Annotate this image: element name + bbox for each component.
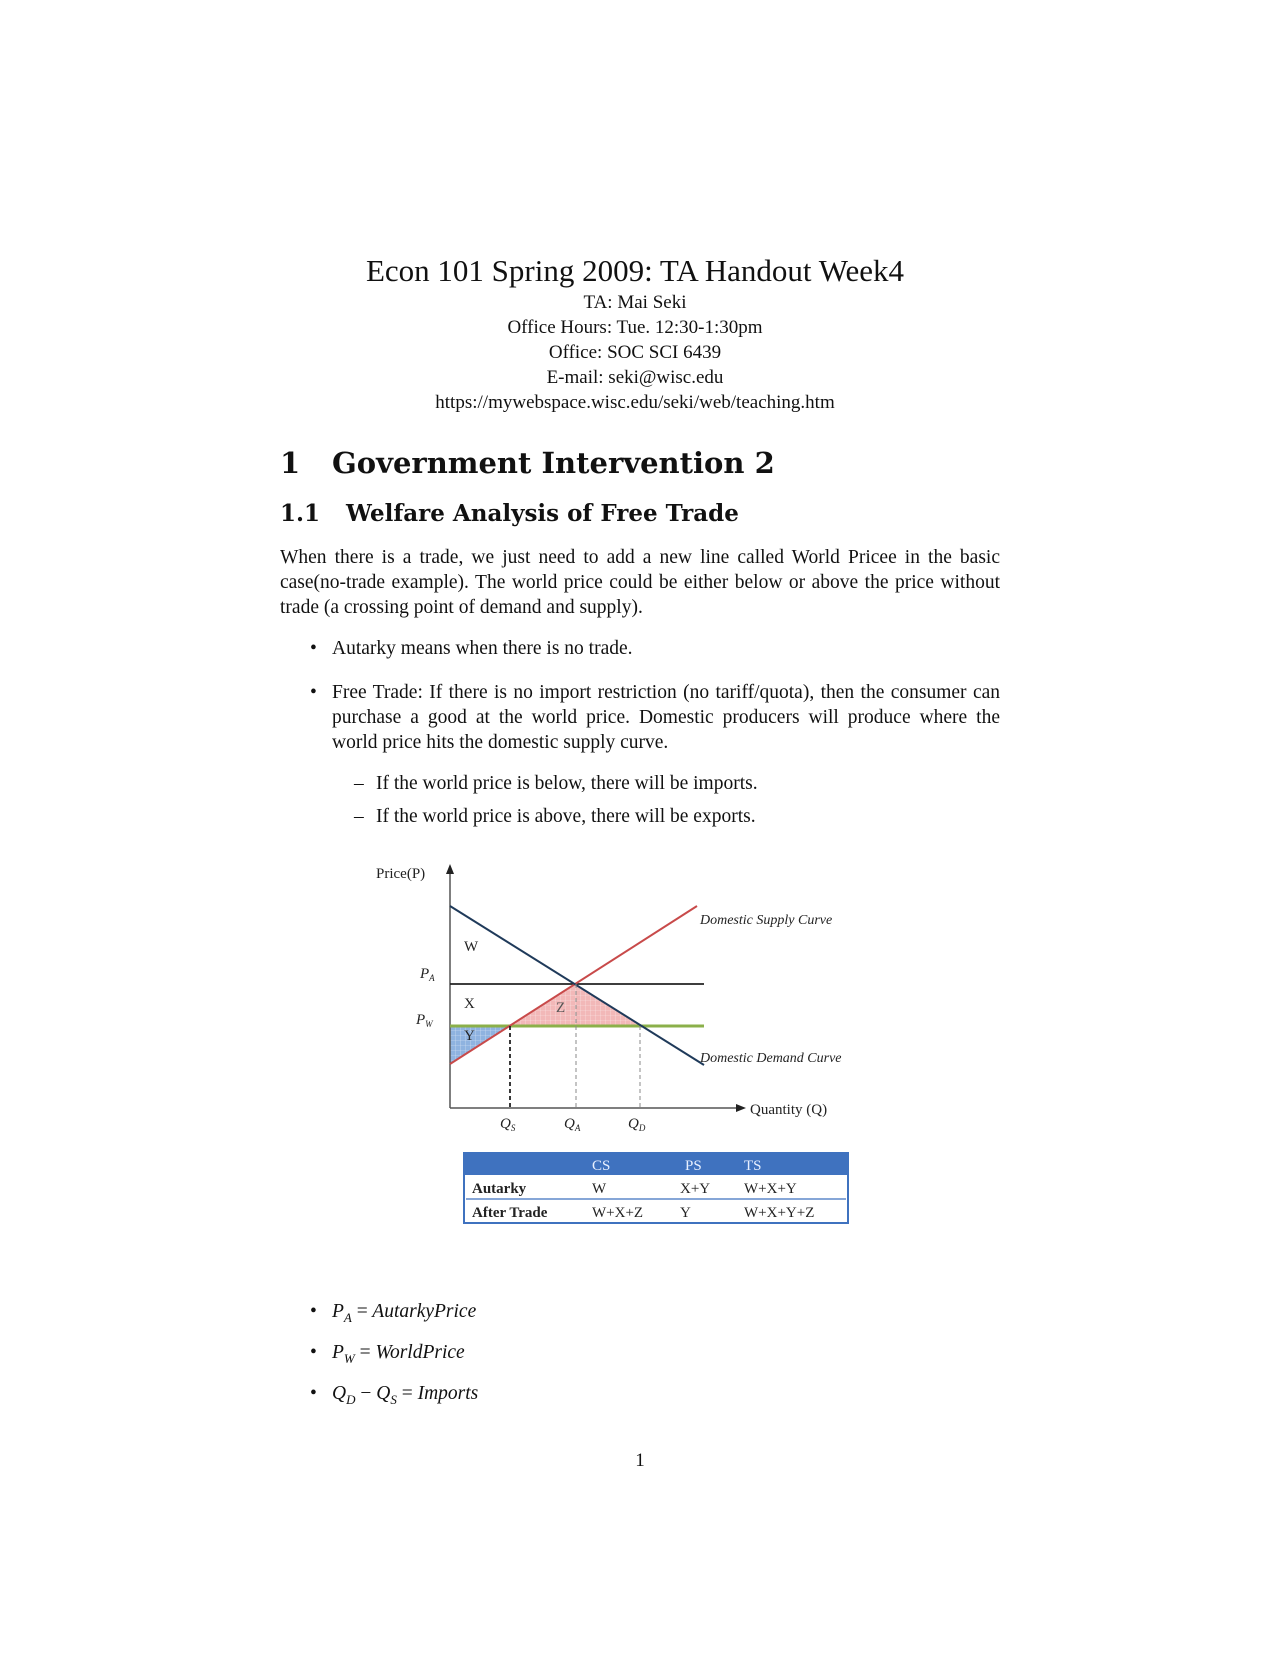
page-number: 1 [635,1450,645,1471]
bullet-autarky [310,636,1000,661]
free-trade-diagram [360,850,900,1260]
qa-axis-label: $Q_A$ [564,1116,581,1133]
sub-bullet-above-text: If the world price is above, there will be exports. [376,806,756,827]
subsection-title: Welfare Analysis of Free Trade [346,500,739,527]
table-after-trade-ps: Y [680,1205,691,1221]
table-header-ps: PS [685,1158,702,1174]
demand-curve-label: Domestic Demand Curve [700,1051,842,1066]
section-heading [280,446,775,480]
bullet-dot: • [310,1301,317,1322]
title-block [0,252,1270,415]
qd-axis-label: $Q_D$ [628,1116,646,1133]
sub-bullet-below-text: If the world price is below, there will be imports. [376,773,758,794]
bullet-dot: • [310,682,317,703]
area-y-label: Y [464,1028,475,1044]
dash-mark: – [354,806,364,827]
bullet-pa-equation [310,1299,1000,1330]
qs-axis-label: $Q_S$ [500,1116,516,1133]
table-header-ts: TS [744,1158,762,1174]
bullet-imports-equation [310,1381,1000,1412]
pw-equation: $P_W$ = WorldPrice [332,1342,465,1366]
y-axis-arrow [446,864,454,874]
ta-name: TA: Mai Seki [583,292,687,313]
bullet-free-trade [310,680,1000,755]
pa-equation: $P_A$ = AutarkyPrice [332,1301,477,1325]
table-autarky-ts: W+X+Y [744,1181,797,1197]
table-header-cs: CS [592,1158,611,1174]
table-autarky-ps: X+Y [680,1181,711,1197]
dash-mark: – [354,773,364,794]
table-after-trade-cs: W+X+Z [592,1205,644,1221]
x-axis-arrow [736,1104,746,1112]
email-line: E-mail: seki@wisc.edu [546,367,724,388]
subsection-number: 1.1 [280,500,321,527]
bullet-dot: • [310,1383,317,1404]
pw-axis-label: $P_W$ [416,1012,433,1029]
pa-axis-label: $P_A$ [420,966,435,983]
office-hours: Office Hours: Tue. 12:30-1:30pm [507,317,763,338]
demand-curve [450,906,704,1065]
website-url: https://mywebspace.wisc.edu/seki/web/teaching.htm [435,392,835,413]
sub-bullet-above [354,804,994,829]
bullet-dot: • [310,638,317,659]
table-autarky-cs: W [592,1181,607,1197]
area-z-label: Z [556,1000,566,1016]
area-z-grid [510,984,640,1026]
sub-bullet-below [354,771,994,796]
table-row-after-trade-label: After Trade [472,1205,548,1221]
bullet-free-trade-text: Free Trade: If there is no import restriction (no tariff/quota), then the consumer can purchase a good at the world price. Domestic producers will produce where the world price hits the domestic supply curve. [332,682,1000,753]
section-title: Government Intervention 2 [332,446,775,480]
subsection-heading [280,500,739,527]
bullet-autarky-text: Autarky means when there is no trade. [332,638,633,659]
area-w-label: W [464,939,479,955]
welfare-table-header-bg [464,1153,848,1175]
area-x-label: X [464,996,475,1012]
x-axis-label: Quantity (Q) [750,1102,828,1118]
y-axis-label: Price(P) [376,866,426,882]
supply-curve-label: Domestic Supply Curve [700,913,833,928]
section-number: 1 [280,446,301,480]
imports-equation: $Q_D - Q_S$ = Imports [332,1383,479,1407]
table-row-autarky-label: Autarky [472,1181,527,1197]
intro-paragraph: When there is a trade, we just need to add a new line called World Pricee in the basic case(no-trade example). The world price could be either below or above the price without trade (a crossing point of demand and supply). [280,547,1000,618]
welfare-table [464,1153,848,1223]
office-location: Office: SOC SCI 6439 [548,342,722,363]
table-after-trade-ts: W+X+Y+Z [744,1205,815,1221]
bullet-dot: • [310,1342,317,1363]
bullet-pw-equation [310,1340,1000,1371]
document-title: Econ 101 Spring 2009: TA Handout Week4 [365,253,905,288]
